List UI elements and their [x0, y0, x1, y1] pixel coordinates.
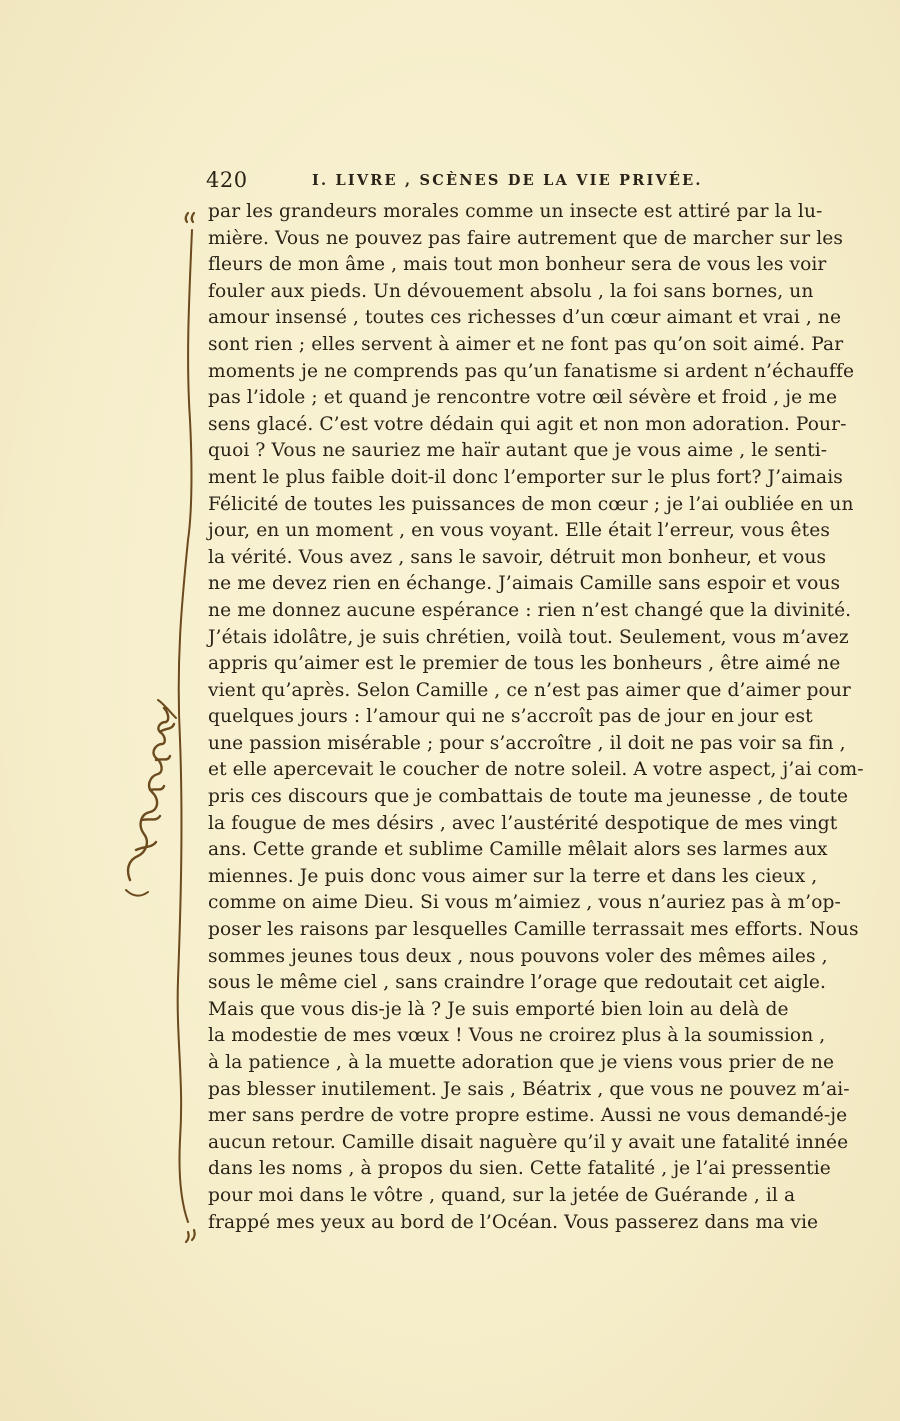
text-line: la fougue de mes désirs , avec l’austérité despotique de mes vingt — [208, 812, 838, 834]
text-line: ment le plus faible doit-il donc l’emporter sur le plus fort? J’aimais — [208, 466, 843, 488]
text-line: fleurs de mon âme , mais tout mon bonheur sera de vous les voir — [208, 254, 827, 276]
annotation-bracket-line — [178, 230, 192, 1222]
text-line: ne me donnez aucune espérance : rien n’est changé que la divinité. — [208, 599, 852, 621]
text-line: ans. Cette grande et sublime Camille mêlait alors ses larmes aux — [208, 839, 828, 861]
annotation-signature — [128, 708, 174, 880]
text-line: pour moi dans le vôtre , quand, sur la jetée de Guérande , il a — [208, 1184, 796, 1206]
text-line: à la patience , à la muette adoration que je viens vous prier de ne — [208, 1052, 835, 1073]
text-line: sommes jeunes tous deux , nous pouvons voler des mêmes ailes , — [208, 945, 828, 967]
annotation-open-quote — [186, 213, 194, 222]
text-line: Mais que vous dis-je là ? Je suis emporté bien loin au delà de — [208, 998, 789, 1020]
annotation-signature-flourish — [126, 700, 176, 896]
text-line: moments je ne comprends pas qu’un fanatisme si ardent n’échauffe — [208, 360, 855, 382]
text-line: appris qu’aimer est le premier de tous les bonheurs , être aimé ne — [208, 653, 841, 675]
text-line: une passion misérable ; pour s’accroître , il doit ne pas voir sa fin , — [208, 732, 846, 754]
text-line: dans les noms , à propos du sien. Cette fatalité , je l’ai pressentie — [208, 1158, 831, 1180]
text-line: ne me devez rien en échange. J’aimais Camille sans espoir et vous — [208, 573, 841, 595]
text-line: quelques jours : l’amour qui ne s’accroît pas de jour en jour est — [208, 706, 813, 728]
text-line: pas l’idole ; et quand je rencontre votre œil sévère et froid , je me — [208, 387, 838, 409]
text-line: pas blesser inutilement. Je sais , Béatrix , que vous ne pouvez m’ai- — [208, 1078, 850, 1100]
text-line: aucun retour. Camille disait naguère qu’il y avait une fatalité innée — [208, 1131, 849, 1153]
annotation-close-quote — [186, 1230, 195, 1242]
running-head: I. LIVRE , SCÈNES DE LA VIE PRIVÉE. — [312, 172, 703, 189]
text-line: jour, en un moment , en vous voyant. Elle était l’erreur, vous êtes — [208, 520, 830, 542]
text-line: la modestie de mes vœux ! Vous ne croirez plus à la soumission , — [208, 1025, 826, 1047]
text-line: vient qu’après. Selon Camille , ce n’est pas aimer que d’aimer pour — [208, 679, 851, 701]
text-line: la vérité. Vous avez , sans le savoir, détruit mon bonheur, et vous — [208, 546, 827, 568]
text-line: amour insensé , toutes ces richesses d’un cœur aimant et vrai , ne — [208, 307, 842, 329]
text-line: et elle apercevait le coucher de notre soleil. A votre aspect, j’ai com- — [208, 759, 864, 781]
text-line: pris ces discours que je combattais de toute ma jeunesse , de toute — [208, 786, 849, 808]
text-line: par les grandeurs morales comme un insecte est attiré par la lu- — [208, 201, 823, 222]
text-line: quoi ? Vous ne sauriez me haïr autant que je vous aime , le senti- — [208, 440, 828, 462]
text-line: sens glacé. C’est votre dédain qui agit et non mon adoration. Pour- — [208, 413, 847, 435]
text-line: sous le même ciel , sans craindre l’orage que redoutait cet aigle. — [208, 972, 826, 994]
text-line: mer sans perdre de votre propre estime. Aussi ne vous demandé-je — [208, 1105, 848, 1127]
page-header — [206, 168, 786, 198]
page-number: 420 — [206, 168, 248, 192]
text-line: sont rien ; elles servent à aimer et ne font pas qu’on soit aimé. Par — [208, 333, 844, 355]
text-line: comme on aime Dieu. Si vous m’aimiez , vous n’auriez pas à m’op- — [208, 892, 841, 914]
text-line: miennes. Je puis donc vous aimer sur la terre et dans les cieux , — [208, 865, 818, 887]
text-line: poser les raisons par lesquelles Camille terrassait mes efforts. Nous — [208, 919, 859, 941]
text-line: Félicité de toutes les puissances de mon cœur ; je l’ai oubliée en un — [208, 493, 854, 515]
text-line: mière. Vous ne pouvez pas faire autrement que de marcher sur les — [208, 227, 844, 249]
body-text — [208, 199, 864, 1236]
text-line: J’étais idolâtre, je suis chrétien, voilà tout. Seulement, vous m’avez — [208, 626, 849, 648]
text-line: fouler aux pieds. Un dévouement absolu , la foi sans bornes, un — [208, 280, 814, 302]
text-line: frappé mes yeux au bord de l’Océan. Vous passerez dans ma vie — [208, 1211, 819, 1233]
